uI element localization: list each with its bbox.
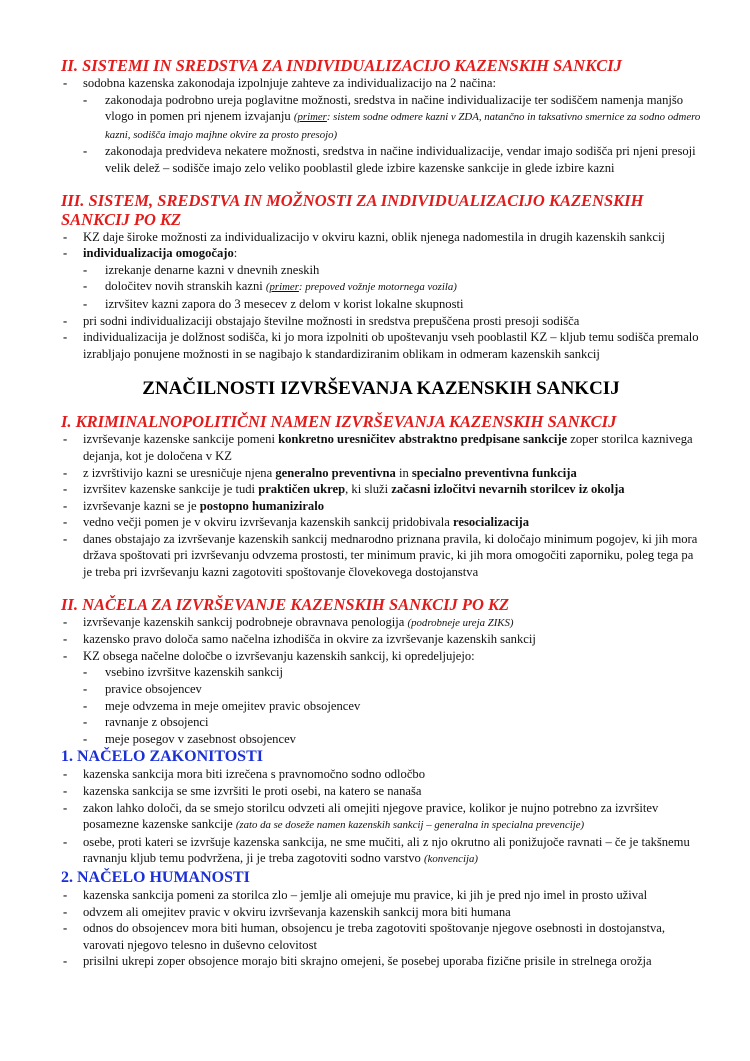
list-item: - individualizacija omogočajo: - izrekanje denarne kazni v dnevnih zneskih - določitev novih stranskih kazni (primer: prepoved vožnje motornega vozila) - izrvšitev kazni zapora do 3 mesecev z delom v korist lokalne skupnosti — [61, 245, 701, 312]
list-item-text: KZ obsega načelne določbe o izvrševanju kazenskih sankcij, ki opredeljujejo: — [83, 648, 475, 663]
list-item — [61, 648, 701, 748]
list-item — [61, 631, 701, 648]
list-item: - kazenska sankcija se sme izvršiti le proti osebi, na katero se nanaša — [61, 783, 701, 800]
sub-list-item: - meje odvzema in meje omejitev pravic obsojencev — [83, 698, 701, 715]
list-item: - kazenska sankcija mora biti izrečena s pravnomočno sodno odločbo — [61, 766, 701, 783]
example-note: (podrobneje ureja ZIKS) — [407, 616, 514, 629]
list-item-text: zakonodaja podrobno ureja poglavitne možnosti, sredstva in načine individualizacije ter sodiščem namenja manjšo vlogo in pomen pri njenem izvajanju — [105, 92, 684, 124]
list-item: - kazenska sankcija pomeni za storilca zlo – jemlje ali omejuje mu pravice, ki jih je pred njo imel in prosto užival — [61, 887, 701, 904]
example-note: (konvencija) — [424, 853, 478, 866]
sub-list-item — [83, 278, 701, 296]
list-item: - odnos do obsojencev mora biti human, obsojencu je treba zagotoviti spoštovanje njegove osebnosti in dostojanstva, varovati njegovo telesno in duševno celovitost — [61, 920, 701, 953]
list-item-text: KZ daje široke možnosti za individualizacijo v okviru kazni, oblik njenega nadomestila in drugih kazenskih sankcij — [83, 229, 665, 244]
list-item-text: kazensko pravo določa samo načelna izhodišča in okvire za izvrševanje kazenskih sankcij — [83, 632, 536, 647]
sub-list-item — [83, 262, 701, 279]
list-item-text: individualizacija je dolžnost sodišča, ki jo mora izpolniti ob upoštevanju vseh pooblastil KZ – kljub temu sodišča premalo izrabljajo ponujene možnosti in se nagibajo k standardiziranim oblikam in odmeram kazenskih sankcij — [83, 330, 699, 361]
sub-list-item: - ravnanje z obsojenci — [83, 714, 701, 731]
section-heading-principles: II. NAČELA ZA IZVRŠEVANJE KAZENSKIH SANKCIJ PO KZ — [61, 594, 510, 614]
list-item-text: sodobna kazenska zakonodaja izpolnjuje zahteve za individualizacijo na 2 načina: — [83, 76, 496, 90]
section-heading-kz-individualization: III. SISTEM, SREDSTVA IN MOŽNOSTI ZA INDIVIDUALIZACIJO KAZENSKIH SANKCIJ PO KZ — [61, 190, 644, 229]
sub-list — [83, 664, 701, 747]
example-note: (primer: sistem sodne odmere kazni v ZDA, natančno in taksativno smernice za sodno odmero kazni, sodišča imajo majhne okvire za prosto presojo) — [105, 111, 701, 141]
list-item-text: izrekanje denarne kazni v dnevnih zneskih — [105, 262, 320, 277]
list-item-text: določitev novih stranskih kazni — [105, 279, 263, 294]
list-item — [61, 329, 701, 362]
example-note: (zato da se doseže namen kazenskih sankcij – generalna in specialna prevencije) — [235, 819, 585, 832]
list-item: - izvrševanje kazenskih sankcij podrobneje obravnava penologija (podrobneje ureja ZIKS) — [61, 614, 701, 632]
list-item — [61, 531, 701, 581]
subsection-heading-legality: 1. NAČELO ZAKONITOSTI — [61, 748, 263, 766]
bullet-list — [61, 229, 701, 363]
sub-list-item — [83, 296, 701, 313]
subsection-heading-humanity: 2. NAČELO HUMANOSTI — [61, 868, 250, 886]
sub-list-item — [83, 92, 701, 144]
main-title: ZNAČILNOSTI IZVRŠEVANJA KAZENSKIH SANKCIJ — [142, 378, 620, 400]
list-item: - izvrševanje kazni se je postopno humaniziralo — [61, 498, 701, 515]
bullet-list — [61, 766, 701, 868]
example-note: (primer: prepoved vožnje motornega vozila) — [265, 281, 457, 294]
bullet-list — [61, 887, 701, 970]
bullet-list — [61, 431, 701, 580]
list-item: - vedno večji pomen je v okviru izvrševanja kazenskih sankcij pridobivala resocializacija — [61, 514, 701, 531]
list-item — [61, 229, 701, 246]
list-item-text: izrvšitev kazni zapora do 3 mesecev z delom v korist lokalne skupnosti — [105, 296, 464, 311]
document-content — [61, 56, 701, 970]
bullet-list — [61, 614, 701, 748]
list-item: - odvzem ali omejitev pravic v okviru izvrševanja kazenskih sankcij mora biti humana — [61, 904, 701, 921]
sub-list — [83, 262, 701, 313]
sub-list-item: - vsebino izvršitve kazenskih sankcij — [83, 664, 701, 681]
list-item: - izvrševanje kazenske sankcije pomeni konkretno uresničitev abstraktno predpisane sankcije zoper storilca kaznivega dejanja, kot je določena v KZ — [61, 431, 701, 464]
list-item-text: pri sodni individualizaciji obstajajo številne možnosti in sredstva prepuščena prosti presoji sodišča — [83, 313, 580, 328]
list-item-text: danes obstajajo za izvrševanje kazenskih sankcij mednarodno priznana pravila, ki določajo minimum pogojev, ki jih mora država spoštovati pri izvrševanju odvzema prostosti, ter minimum pravic, ki jih mora omogočiti zaporniku, poleg tega pa je treba pri izvrševanju kazni zagotoviti spoštovanje človekovega dostojanstva — [83, 531, 698, 580]
list-item — [61, 313, 701, 330]
list-item: - zakon lahko določi, da se smejo storilcu odvzeti ali omejiti njegove pravice, kolikor je nujno potrebno za izvršitev posamezne kazenske sankcije (zato da se doseže namen kazenskih sankcij – generalna in specialna prevencije) — [61, 800, 701, 834]
sub-list-item: - pravice obsojencev — [83, 681, 701, 698]
list-item: - izvršitev kazenske sankcije je tudi praktičen ukrep, ki služi začasni izločitvi nevarnih storilcev iz okolja — [61, 481, 701, 498]
list-item: - osebe, proti kateri se izvršuje kazenska sankcija, ne sme mučiti, ali z njo okrutno ali ponižujoče ravnati – če je takšnemu ravnanju kljub temu podvržena, ji je treba zagotoviti sodno varstvo (konvencija) — [61, 834, 701, 868]
section-heading-individualization-systems: II. SISTEMI IN SREDSTVA ZA INDIVIDUALIZACIJO KAZENSKIH SANKCIJ — [61, 56, 622, 75]
list-item — [61, 75, 701, 177]
bullet-list — [61, 75, 701, 177]
list-item-text: zakonodaja predvideva nekatere možnosti, sredstva in načine individualizacije, vendar imajo sodišča pri njeni presoji velik delež – sodišče imajo zelo veliko pooblastil glede izbire kazenske sankcije in glede izbire kazni — [105, 144, 696, 175]
list-item: - prisilni ukrepi zoper obsojence morajo biti skrajno omejeni, še posebej uporaba fizične prisile in strelnega orožja — [61, 953, 701, 970]
sub-list — [83, 92, 701, 177]
section-heading-criminal-policy-purpose: I. KRIMINALNOPOLITIČNI NAMEN IZVRŠEVANJA KAZENSKIH SANKCIJ — [61, 412, 617, 432]
sub-list-item — [83, 143, 701, 176]
bold-term: individualizacija omogočajo — [83, 246, 234, 261]
list-item: - z izvrštivijo kazni se uresničuje njena generalno preventivna in specialno preventivna funkcija — [61, 465, 701, 482]
sub-list-item: - meje posegov v zasebnost obsojencev — [83, 731, 701, 748]
